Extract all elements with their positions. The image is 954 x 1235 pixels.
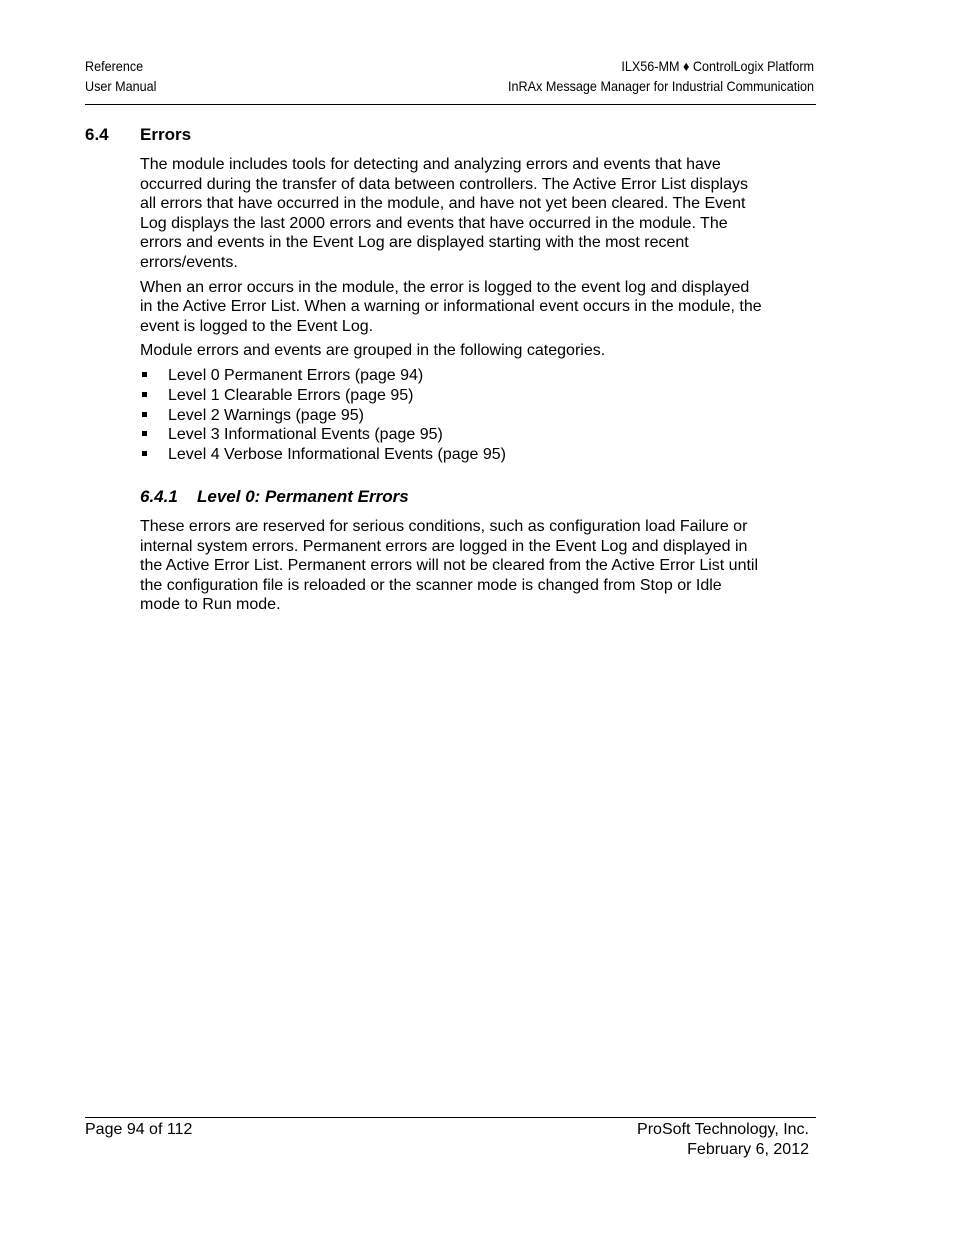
subsection-heading — [140, 487, 765, 507]
bullet-icon — [142, 412, 147, 417]
subsection-title: Level 0: Permanent Errors — [197, 486, 409, 506]
subsection-number: 6.4.1 — [140, 486, 178, 506]
footer-divider — [85, 1117, 816, 1118]
header-left — [85, 57, 156, 96]
bullet-icon — [142, 431, 147, 436]
section-number: 6.4 — [85, 125, 109, 144]
section-title: Errors — [140, 125, 192, 144]
section-paragraph-1: The module includes tools for detecting and analyzing errors and events that have occurred during the transfer of data between controllers. The Active Error List displays all errors that have occurred in the module, and have not yet been cleared. The Event Log displays the last 2000 errors and events that have occurred in the module. The errors and events in the Event Log are displayed starting with the most recent errors/events. — [140, 156, 749, 271]
header-divider — [85, 104, 816, 105]
list-item — [140, 386, 765, 406]
category-link[interactable]: Level 4 Verbose Informational Events (page 95) — [168, 446, 506, 464]
bullet-icon — [142, 451, 147, 456]
list-item — [140, 445, 765, 465]
subsection-paragraph: These errors are reserved for serious conditions, such as configuration load Failure or internal system errors. Permanent errors are logged in the Event Log and displayed in the Active Error List. Permanent errors will not be cleared from the Active Error List until the configuration file is reloaded or the scanner mode is changed from Stop or Idle mode to Run mode. — [140, 517, 759, 614]
category-link[interactable]: Level 0 Permanent Errors (page 94) — [168, 366, 424, 384]
list-item — [140, 425, 765, 445]
header-manual-label: User Manual — [85, 77, 157, 94]
header-product-subtitle: InRAx Message Manager for Industrial Communication — [507, 77, 814, 94]
header-product-title: ILX56-MM ♦ ControlLogix Platform — [621, 58, 814, 74]
footer-date: February 6, 2012 — [687, 1140, 809, 1158]
header-section-label: Reference — [85, 58, 144, 74]
category-list — [140, 366, 765, 465]
footer-page-number: Page 94 of 112 — [85, 1121, 193, 1138]
subsection-body — [140, 517, 765, 615]
section-paragraph-3: Module errors and events are grouped in the following categories. — [140, 342, 606, 360]
header-right — [508, 57, 814, 96]
section-paragraph-2: When an error occurs in the module, the error is logged to the event log and displayed in the Active Error List. When a warning or informational event occurs in the module, the event is logged to the Event Log. — [140, 278, 762, 335]
page-content — [85, 125, 765, 620]
section-heading — [85, 125, 765, 145]
category-link[interactable]: Level 1 Clearable Errors (page 95) — [168, 386, 414, 404]
footer-company: ProSoft Technology, Inc. — [637, 1121, 809, 1138]
bullet-icon — [142, 392, 147, 397]
bullet-icon — [142, 372, 147, 377]
footer-right — [637, 1120, 809, 1159]
section-body — [140, 155, 765, 465]
list-item — [140, 366, 765, 386]
category-link[interactable]: Level 2 Warnings (page 95) — [168, 406, 364, 424]
category-link[interactable]: Level 3 Informational Events (page 95) — [168, 426, 443, 444]
list-item — [140, 406, 765, 426]
